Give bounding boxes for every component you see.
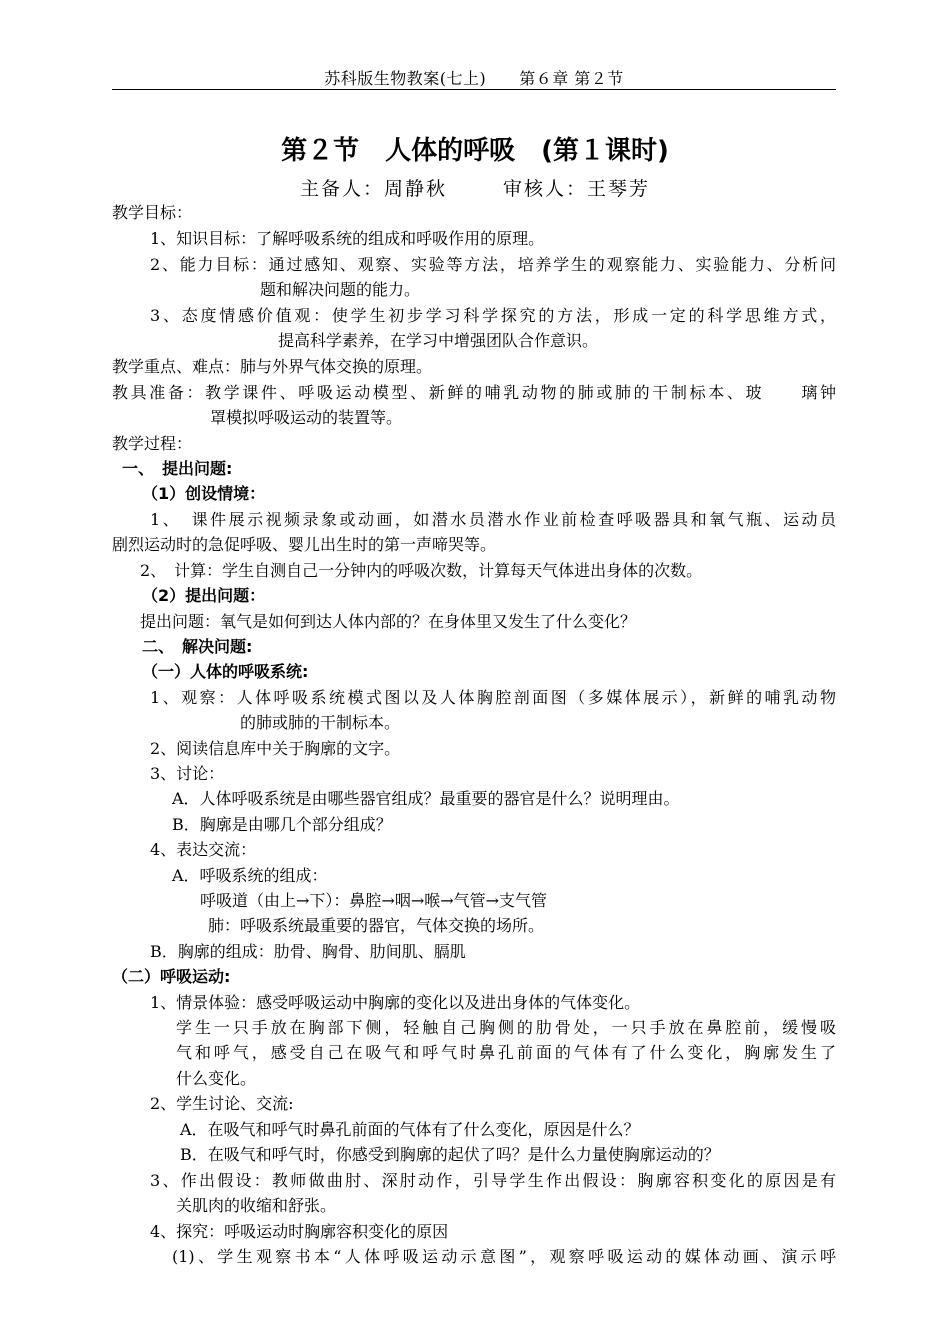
text-line: 教具准备：教学课件、呼吸运动模型、新鲜的哺乳动物的肺或肺的干制标本、玻 璃钟 (112, 383, 836, 402)
text-line: 提出问题：氧气是如何到达人体内部的？在身体里又发生了什么变化？ (140, 612, 637, 631)
text-line: 肺：呼吸系统最重要的器官，气体交换的场所。 (208, 916, 545, 935)
text-line: 题和解决问题的能力。 (260, 280, 421, 299)
text-line: 1、观察：人体呼吸系统模式图以及人体胸腔剖面图（多媒体展示），新鲜的哺乳动物 (150, 688, 836, 707)
text-line: 1、知识目标：了解呼吸系统的组成和呼吸作用的原理。 (150, 229, 545, 248)
text-line: 教学过程： (112, 434, 193, 453)
text-line: A．在吸气和呼气时鼻孔前面的气体有了什么变化，原因是什么？ (180, 1120, 640, 1139)
authors-line (0, 174, 950, 201)
text-line: （二）呼吸运动: (112, 967, 231, 986)
text-line: 的肺或肺的干制标本。 (240, 713, 401, 732)
text-line: 1、情景体验：感受呼吸运动中胸廓的变化以及进出身体的气体变化。 (150, 993, 641, 1012)
text-line: 2、阅读信息库中关于胸廓的文字。 (150, 739, 401, 758)
text-line: 4、探究：呼吸运动时胸廓容积变化的原因 (150, 1222, 449, 1241)
text-line: 教学重点、难点：肺与外界气体交换的原理。 (112, 357, 433, 376)
text-line: 3、作出假设：教师做曲肘、深肘动作，引导学生作出假设：胸廓容积变化的原因是有 (150, 1171, 836, 1190)
text-line: B．胸廓是由哪几个部分组成？ (172, 815, 392, 834)
text-line: 学生一只手放在胸部下侧，轻触自己胸侧的肋骨处，一只手放在鼻腔前，缓慢吸 (176, 1018, 836, 1037)
text-line: A．人体呼吸系统是由哪些器官组成？最重要的器官是什么？说明理由。 (172, 789, 680, 808)
text-line: B．胸廓的组成：肋骨、胸骨、肋间肌、膈肌 (150, 942, 466, 961)
text-line: 3、态度情感价值观：使学生初步学习科学探究的方法，形成一定的科学思维方式， (150, 306, 836, 325)
text-line: 2、能力目标：通过感知、观察、实验等方法，培养学生的观察能力、实验能力、分析问 (150, 255, 836, 274)
text-line: 教学目标： (112, 203, 193, 222)
text-line: 3、讨论： (150, 764, 225, 783)
text-line: （一）人体的呼吸系统: (142, 662, 309, 681)
text-line: （1）创设情境： (142, 484, 266, 503)
prepared-by: 主备人：周静秋 (299, 178, 447, 200)
page-header: 苏科版生物教案(七上) 第６章 第２节 (324, 69, 624, 88)
text-line: 提高科学素养，在学习中增强团队合作意识。 (278, 331, 599, 350)
text-line: 关肌肉的收缩和舒张。 (176, 1196, 337, 1215)
text-line: 4、表达交流： (150, 840, 257, 859)
header-divider (112, 89, 836, 90)
text-line: 什么变化。 (176, 1069, 257, 1088)
text-line: 二、 解决问题: (142, 637, 253, 656)
text-line: 剧烈运动时的急促呼吸、婴儿出生时的第一声啼哭等。 (112, 535, 497, 554)
text-line: 罩模拟呼吸运动的装置等。 (210, 408, 403, 427)
text-line: (1)、学生观察书本“人体呼吸运动示意图”，观察呼吸运动的媒体动画、演示呼 (172, 1247, 836, 1266)
text-line: A．呼吸系统的组成： (172, 866, 328, 885)
text-line: B．在吸气和呼气时，你感受到胸廓的起伏了吗？是什么力量使胸廓运动的？ (180, 1145, 720, 1164)
text-line: 2、学生讨论、交流: (150, 1094, 294, 1113)
text-line: （2）提出问题： (142, 586, 266, 605)
text-line: 2、 计算：学生自测自己一分钟内的呼吸次数，计算每天气体进出身体的次数。 (140, 561, 703, 580)
text-line: 一、 提出问题: (122, 459, 233, 478)
text-line: 1、 课件展示视频录象或动画，如潜水员潜水作业前检查呼吸器具和氧气瓶、运动员 (150, 510, 836, 529)
text-line: 气和呼气，感受自己在吸气和呼气时鼻孔前面的气体有了什么变化，胸廓发生了 (176, 1043, 836, 1062)
text-line: 呼吸道（由上→下）：鼻腔→咽→喉→气管→支气管 (200, 891, 548, 910)
reviewed-by: 审核人：王琴芳 (503, 178, 651, 200)
lesson-title: 第２节 人体的呼吸 (第１课时) (281, 136, 669, 166)
